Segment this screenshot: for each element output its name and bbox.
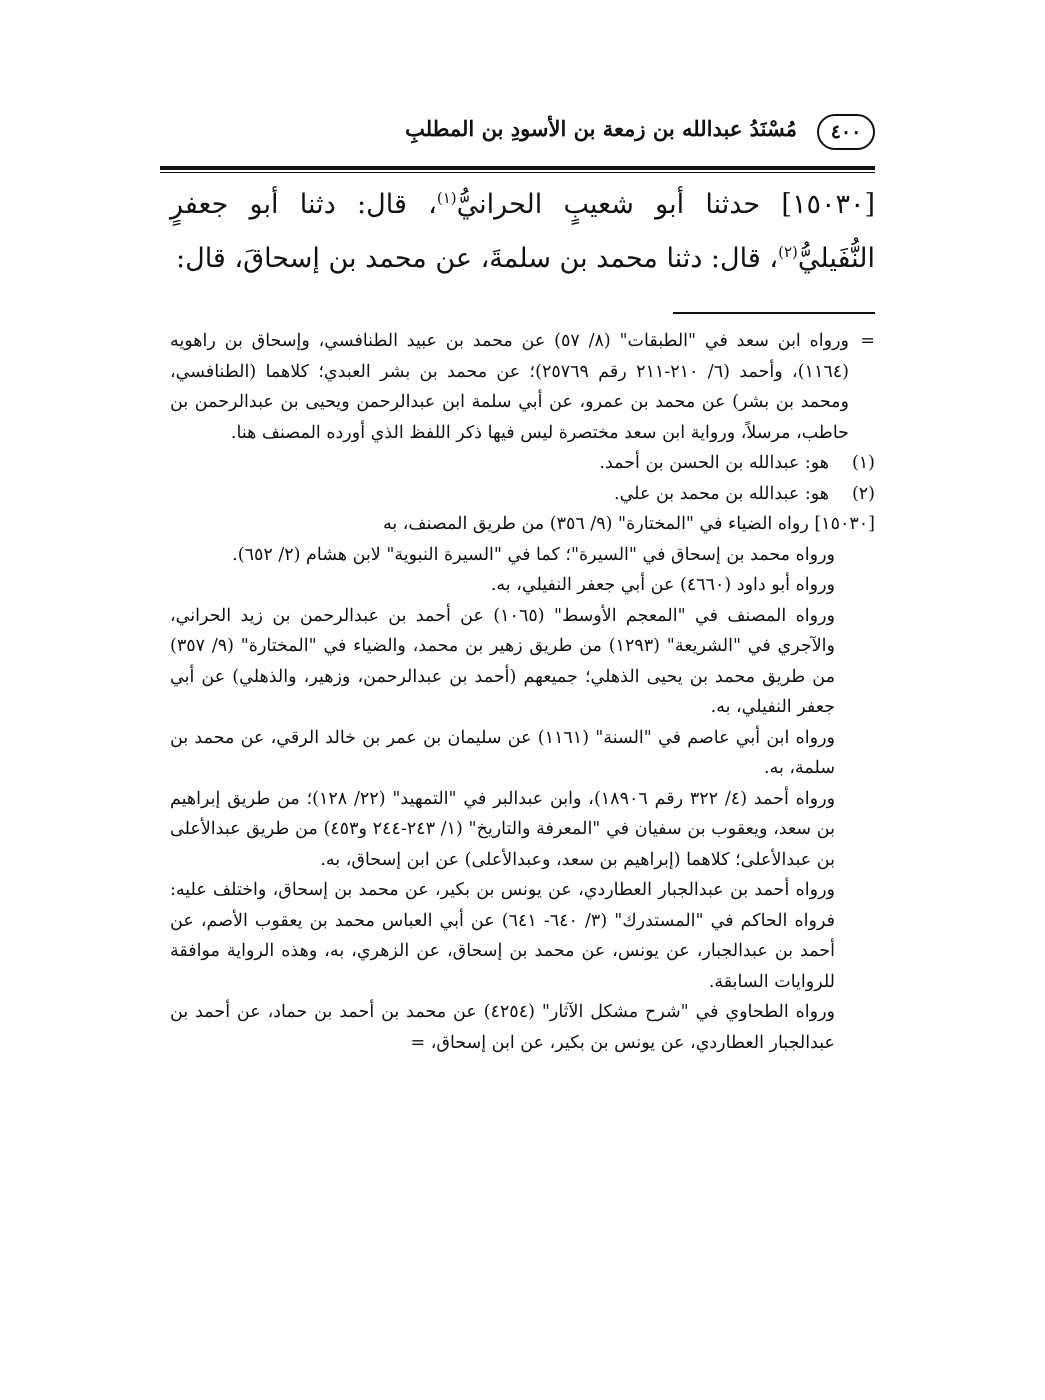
- takhrij-heading: [١٥٠٣٠] رواه الضياء في "المختارة" (٩/ ٣٥٦) من طريق المصنف، به: [382, 514, 875, 534]
- takhrij-paragraph: ورواه أبو داود (٤٦٦٠) عن أبي جعفر النفيلي، به.: [490, 575, 835, 595]
- header-rule-thin: [160, 172, 875, 173]
- footnote-ref-1[interactable]: (١): [436, 189, 457, 207]
- takhrij-paragraph: ورواه الطحاوي في "شرح مشكل الآثار" (٤٢٥٤) عن محمد بن أحمد بن حماد، عن أحمد بن عبدالجبار العطاردي، عن يونس بن بكير، عن ابن إسحاق، =: [170, 1002, 835, 1053]
- takhrij-paragraph: ورواه أحمد بن عبدالجبار العطاردي، عن يونس بن بكير، عن محمد بن إسحاق، واختلف عليه: فرواه الحاكم في "المستدرك" (٣/ ٦٤٠- ٦٤١) عن أبي العباس محمد بن يعقوب الأصم، عن أحمد بن عبدالجبار، عن يونس، عن محمد بن إسحاق، عن الزهري، به، وهذه الرواية موافقة للروايات السابقة.: [170, 880, 835, 992]
- hadith-line-1-cont: ، قال: دثنا أبو جعفرٍ: [170, 189, 437, 220]
- takhrij-body: [170, 540, 875, 1059]
- footnote-1-text: هو: عبدالله بن الحسن بن أحمد.: [599, 453, 829, 473]
- page-header: [160, 110, 875, 158]
- footnote-separator: [673, 312, 875, 314]
- footnote-ref-2[interactable]: (٢): [778, 243, 798, 261]
- hadith-line-1: [١٥٠٣٠] حدثنا أبو شعيبٍ الحرانيُّ: [456, 189, 876, 220]
- takhrij-paragraph: ورواه أحمد (٤/ ٣٢٢ رقم ١٨٩٠٦)، وابن عبدالبر في "التمهيد" (٢٢/ ١٢٨)؛ من طريق إبراهيم بن سعد، ويعقوب بن سفيان في "المعرفة والتاريخ" (١/ ٢٤٣-٢٤٤ و٤٥٣) من طريق عبدالأعلى بن عبدالأعلى؛ كلاهما (إبراهيم بن سعد، وعبدالأعلى) عن ابن إسحاق، به.: [170, 788, 836, 870]
- footnote-continuation: [170, 326, 875, 448]
- footnote-2-number: (٢): [851, 483, 875, 504]
- footnote-2-text: هو: عبدالله بن محمد بن علي.: [614, 483, 829, 504]
- header-rule-thick: [160, 166, 875, 170]
- hadith-text: [170, 178, 875, 286]
- hadith-line-2-cont: ، قال: دثنا محمد بن سلمةَ، عن محمد بن إسحاقَ، قال:: [175, 243, 779, 274]
- continuation-text: ورواه ابن سعد في "الطبقات" (٨/ ٥٧) عن محمد بن عبيد الطنافسي، وإسحاق بن راهويه (١١٦٤)، وأحمد (٦/ ٢١٠-٢١١ رقم ٢٥٧٦٩)؛ عن محمد بن بشر العبدي؛ كلاهما (الطنافسي، ومحمد بن بشر) عن محمد بن عمرو، عن أبي سلمة ابن عبدالرحمن ويحيى بن عبدالرحمن بن حاطب، مرسلاً، ورواية ابن سعد مختصرة ليس فيها ذكر اللفظ الذي أورده المصنف هنا.: [170, 331, 849, 443]
- footnote-2: [170, 479, 875, 510]
- page-number: ٤٠٠: [817, 114, 875, 150]
- takhrij-paragraph: ورواه المصنف في "المعجم الأوسط" (١٠٦٥) عن أحمد بن عبدالرحمن بن زيد الحراني، والآجري في "الشريعة" (١٢٩٣) من طريق زهير بن محمد، والضياء في "المختارة" (٩/ ٣٥٧) من طريق محمد بن يحيى الذهلي؛ جميعهم (أحمد بن عبدالرحمن، وزهير، والذهلي) عن أبي جعفر النفيلي، به.: [170, 605, 835, 717]
- footnotes-section: [170, 326, 875, 1058]
- takhrij-paragraph: ورواه ابن أبي عاصم في "السنة" (١١٦١) عن سليمان بن عمر بن خالد الرقي، عن محمد بن سلمة، به.: [170, 727, 835, 778]
- continuation-mark: =: [860, 331, 875, 351]
- footnote-1: [170, 448, 875, 479]
- footnote-1-number: (١): [851, 453, 875, 473]
- hadith-line-2: النُّفَيليُّ: [797, 243, 875, 274]
- takhrij-paragraph: ورواه محمد بن إسحاق في "السيرة"؛ كما في "السيرة النبوية" لابن هشام (٢/ ٦٥٢).: [232, 544, 835, 565]
- running-title: مُسْنَدُ عبدالله بن زمعة بن الأسودِ بن المطلبِ: [405, 116, 797, 141]
